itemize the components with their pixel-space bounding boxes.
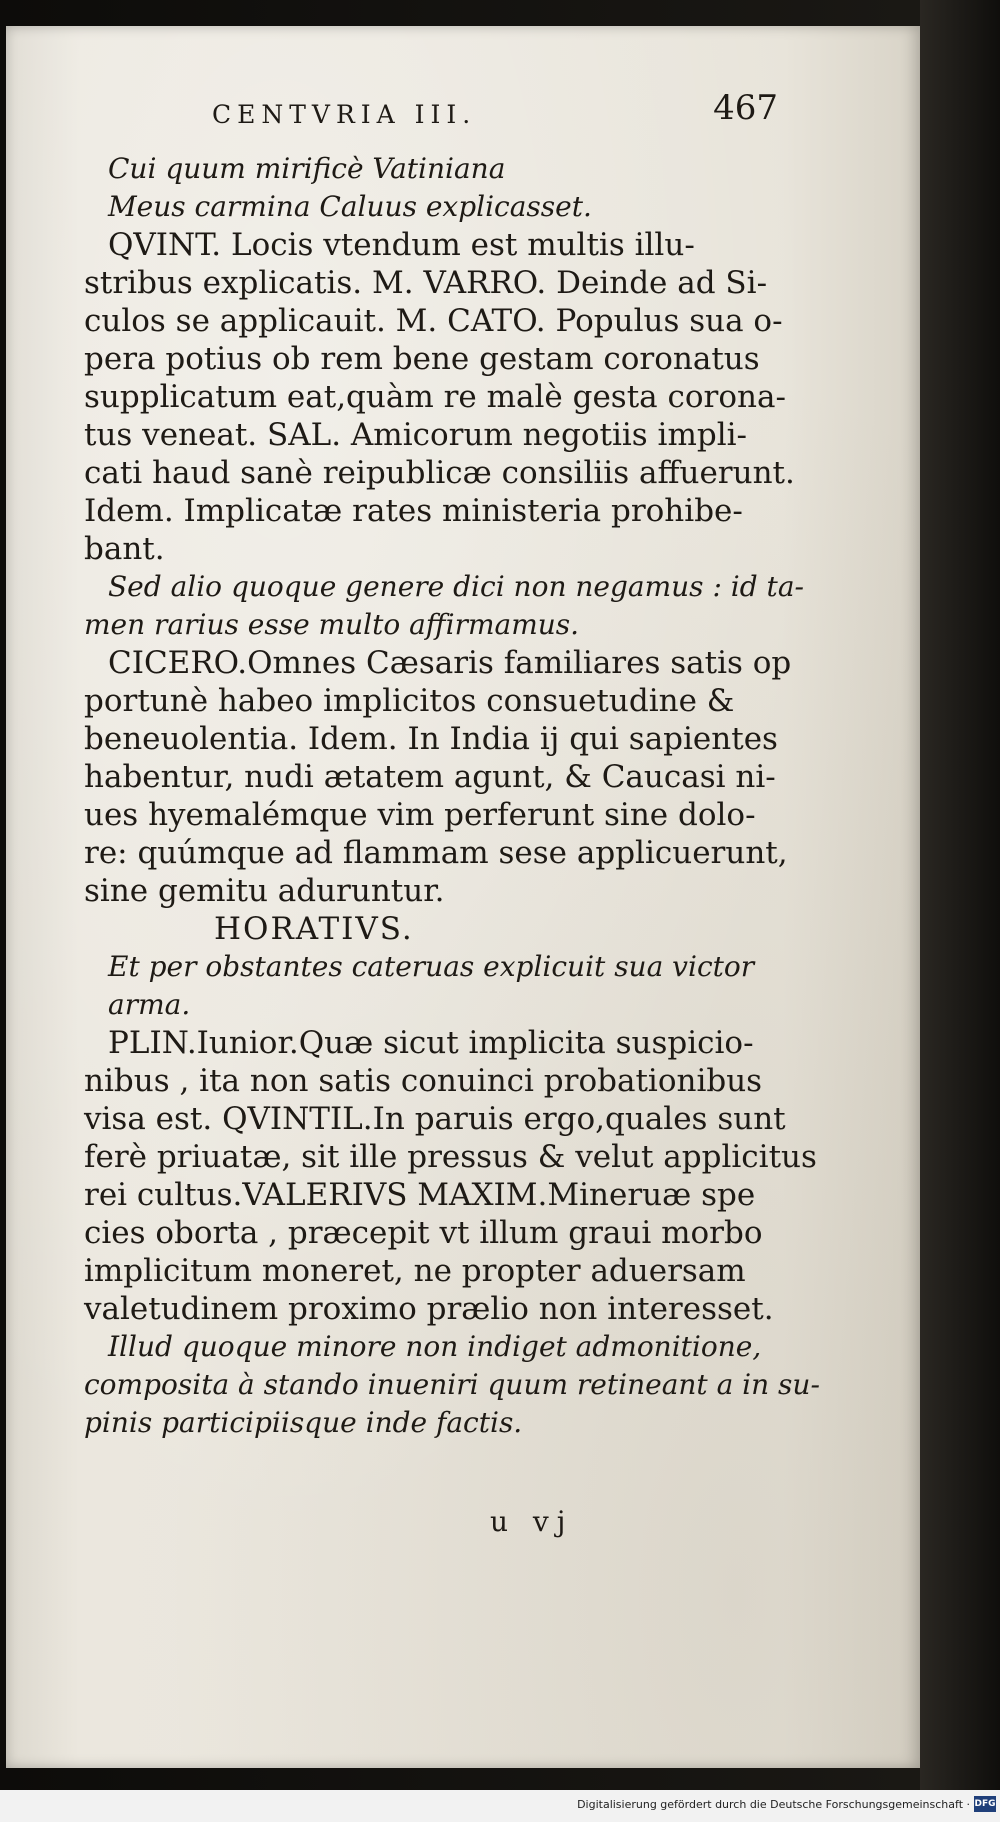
text-line: tus veneat. SAL. Amicorum negotiis impli- — [84, 417, 748, 453]
text-line: supplicatum eat,quàm re malè gesta corona- — [84, 379, 786, 415]
text-line: re: quúmque ad flammam sese applicuerunt, — [84, 835, 788, 871]
text-line: Idem. Implicatæ rates ministeria prohibe- — [84, 493, 743, 529]
text-line: composita à stando inueniri quum retineant a in su- — [84, 1368, 820, 1401]
text-line: ues hyemalémque vim perferunt sine dolo- — [84, 797, 756, 833]
text-line: CICERO.Omnes Cæsaris familiares satis op — [108, 645, 792, 681]
signature-mark: u vj — [490, 1505, 574, 1538]
text-line: stribus explicatis. M. VARRO. Deinde ad Si- — [84, 265, 768, 301]
running-head-title: CENTVRIA III. — [212, 100, 477, 129]
text-line: implicitum moneret, ne propter aduersam — [84, 1253, 746, 1289]
page-number: 467 — [713, 88, 778, 128]
text-line: pinis participiisque inde factis. — [84, 1406, 523, 1439]
text-line: PLIN.Iunior.Quæ sicut implicita suspicio- — [108, 1025, 754, 1061]
text-line: habentur, nudi ætatem agunt, & Caucasi ni- — [84, 759, 776, 795]
dfg-logo-icon: DFG — [974, 1796, 996, 1812]
text-line: valetudinem proximo prælio non interesset. — [84, 1291, 774, 1327]
text-line: QVINT. Locis vtendum est multis illu- — [108, 227, 695, 263]
text-line: portunè habeo implicitos consuetudine & — [84, 683, 735, 719]
text-line: Et per obstantes cateruas explicuit sua victor — [108, 950, 755, 983]
text-line: Cui quum mirificè Vatiniana — [108, 152, 506, 185]
text-line: Illud quoque minore non indiget admonitione, — [108, 1330, 762, 1363]
text-line: cati haud sanè reipublicæ consiliis affuerunt. — [84, 455, 795, 491]
text-line: ferè priuatæ, sit ille pressus & velut applicitus — [84, 1139, 817, 1175]
footer-credit: Digitalisierung gefördert durch die Deutsche Forschungsgemeinschaft · — [577, 1798, 970, 1811]
text-line: men rarius esse multo affirmamus. — [84, 608, 580, 641]
book-gutter — [920, 0, 1000, 1790]
text-line: culos se applicauit. M. CATO. Populus sua o- — [84, 303, 783, 339]
text-line: Sed alio quoque genere dici non negamus : id ta- — [108, 570, 804, 603]
text-line: visa est. QVINTIL.In paruis ergo,quales sunt — [84, 1101, 786, 1137]
text-line: sine gemitu aduruntur. — [84, 873, 445, 909]
text-line: nibus , ita non satis conuinci probationibus — [84, 1063, 763, 1099]
text-line: rei cultus.VALERIVS MAXIM.Mineruæ spe — [84, 1177, 756, 1213]
text-line: cies oborta , præcepit vt illum graui morbo — [84, 1215, 763, 1251]
running-head — [84, 80, 778, 150]
text-line: beneuolentia. Idem. In India ij qui sapientes — [84, 721, 778, 757]
text-line: Meus carmina Caluus explicasset. — [108, 190, 592, 223]
text-line: arma. — [108, 988, 191, 1021]
text-line: pera potius ob rem bene gestam coronatus — [84, 341, 760, 377]
digitization-footer — [0, 1790, 1000, 1822]
page-text-block — [84, 80, 820, 1442]
text-line: bant. — [84, 531, 165, 567]
text-line: HORATIVS. — [214, 911, 414, 947]
text-lines — [84, 150, 820, 1442]
